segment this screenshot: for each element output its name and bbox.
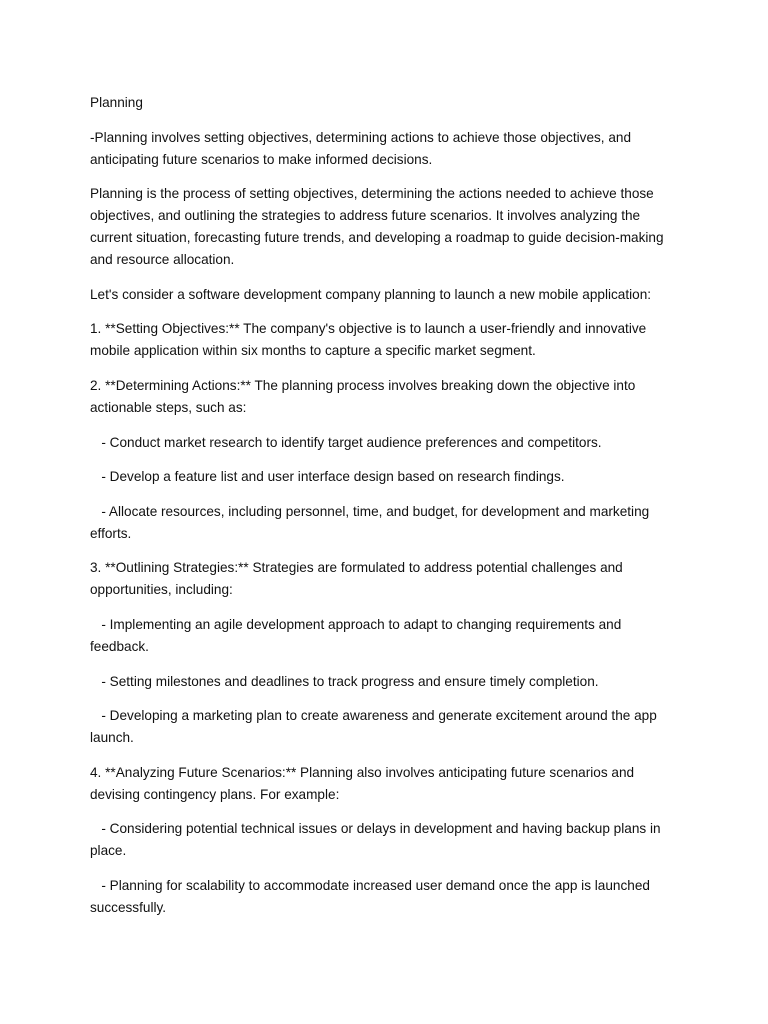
sub-item-agile-approach: - Implementing an agile development approach to adapt to changing requirements and feedback. [90, 616, 626, 654]
document-title: Planning [90, 95, 143, 110]
planning-description: Planning is the process of setting objectives, determining the actions needed to achieve those objectives, and outlining the strategies to address future scenarios. It involves analyzing the current situation, forecasting future trends, and developing a roadmap to guide decision-making and resource allocation. [90, 186, 668, 268]
intro-definition: -Planning involves setting objectives, determining actions to achieve those objectives, and anticipating future scenarios to make informed decisions. [90, 129, 635, 167]
point-determining-actions: 2. **Determining Actions:** The planning process involves breaking down the objective into actionable steps, such as: [90, 377, 640, 415]
point-outlining-strategies: 3. **Outlining Strategies:** Strategies are formulated to address potential challenges and opportunities, including: [90, 560, 627, 598]
sub-item-scalability: - Planning for scalability to accommodate increased user demand once the app is launched successfully. [90, 877, 654, 915]
document-body [90, 92, 670, 932]
sub-item-market-research: - Conduct market research to identify target audience preferences and competitors. [90, 434, 602, 450]
sub-item-technical-issues: - Considering potential technical issues or delays in development and having backup plans in place. [90, 821, 665, 859]
sub-item-allocate-resources: - Allocate resources, including personnel, time, and budget, for development and marketing efforts. [90, 503, 653, 541]
sub-item-marketing-plan: - Developing a marketing plan to create awareness and generate excitement around the app launch. [90, 708, 661, 746]
point-setting-objectives: 1. **Setting Objectives:** The company's objective is to launch a user-friendly and innovative mobile application within six months to capture a specific market segment. [90, 321, 650, 359]
sub-item-feature-list: - Develop a feature list and user interface design based on research findings. [90, 469, 565, 485]
sub-item-milestones: - Setting milestones and deadlines to track progress and ensure timely completion. [90, 673, 599, 689]
point-analyzing-scenarios: 4. **Analyzing Future Scenarios:** Planning also involves anticipating future scenarios and devising contingency plans. For example: [90, 764, 638, 802]
example-intro: Let's consider a software development company planning to launch a new mobile application: [90, 286, 652, 302]
